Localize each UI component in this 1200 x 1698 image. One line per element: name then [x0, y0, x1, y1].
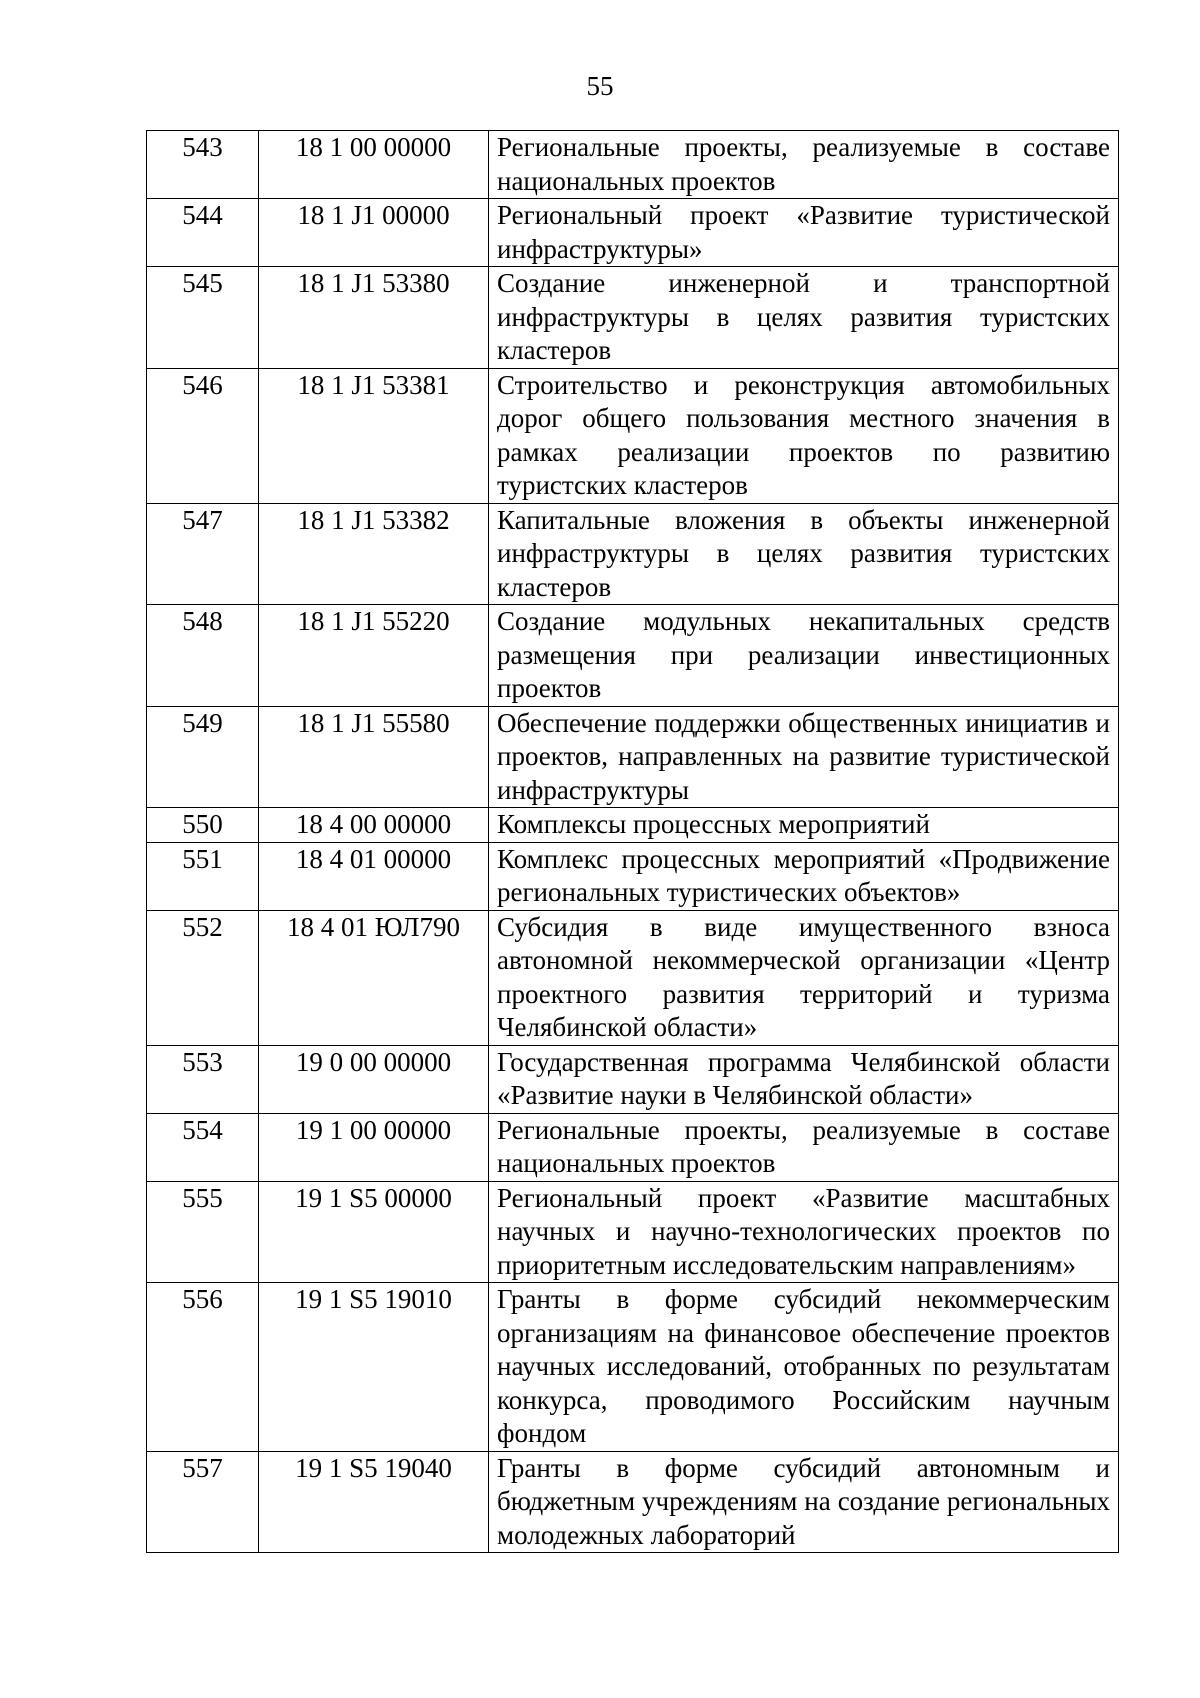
article-name: Субсидия в виде имущественного взноса автономной некоммерческой организации «Центр проектного развития территорий и туризма Челябинской области»	[489, 910, 1119, 1045]
row-number: 557	[147, 1451, 259, 1553]
table-row	[147, 706, 1119, 808]
table-row	[147, 267, 1119, 369]
target-article-code: 18 1 J1 55220	[259, 605, 489, 707]
article-name: Региональные проекты, реализуемые в составе национальных проектов	[489, 131, 1119, 199]
target-article-code: 18 4 01 ЮЛ790	[259, 910, 489, 1045]
table-row	[147, 131, 1119, 199]
table-row	[147, 1113, 1119, 1181]
row-number: 548	[147, 605, 259, 707]
article-name: Комплекс процессных мероприятий «Продвижение региональных туристических объектов»	[489, 842, 1119, 910]
row-number: 547	[147, 503, 259, 605]
table-row	[147, 1045, 1119, 1113]
page-number: 55	[586, 71, 614, 101]
article-name: Гранты в форме субсидий некоммерческим организациям на финансовое обеспечение проектов научных исследований, отобранных по результатам конкурса, проводимого Российским научным фондом	[489, 1283, 1119, 1452]
target-article-code: 18 1 00 00000	[259, 131, 489, 199]
row-number: 544	[147, 199, 259, 267]
article-name: Государственная программа Челябинской области «Развитие науки в Челябинской области»	[489, 1045, 1119, 1113]
row-number: 555	[147, 1181, 259, 1283]
row-number: 556	[147, 1283, 259, 1452]
table-row	[147, 842, 1119, 910]
row-number: 554	[147, 1113, 259, 1181]
table-row	[147, 503, 1119, 605]
target-article-code: 18 1 J1 53382	[259, 503, 489, 605]
article-name: Региональный проект «Развитие туристической инфраструктуры»	[489, 199, 1119, 267]
target-article-code: 18 1 J1 55580	[259, 706, 489, 808]
row-number: 552	[147, 910, 259, 1045]
target-article-code: 18 1 J1 53380	[259, 267, 489, 369]
article-name: Региональные проекты, реализуемые в составе национальных проектов	[489, 1113, 1119, 1181]
article-name: Комплексы процессных мероприятий	[489, 808, 1119, 843]
article-name: Строительство и реконструкция автомобильных дорог общего пользования местного значения в рамках реализации проектов по развитию туристских кластеров	[489, 368, 1119, 503]
article-name: Региональный проект «Развитие масштабных научных и научно-технологических проектов по приоритетным исследовательским направлениям»	[489, 1181, 1119, 1283]
table-row	[147, 368, 1119, 503]
article-name: Капитальные вложения в объекты инженерной инфраструктуры в целях развития туристских кластеров	[489, 503, 1119, 605]
table-row	[147, 605, 1119, 707]
article-name: Гранты в форме субсидий автономным и бюджетным учреждениям на создание региональных молодежных лабораторий	[489, 1451, 1119, 1553]
row-number: 551	[147, 842, 259, 910]
table-row	[147, 808, 1119, 843]
table-row	[147, 1451, 1119, 1553]
target-article-code: 19 1 00 00000	[259, 1113, 489, 1181]
row-number: 545	[147, 267, 259, 369]
row-number: 553	[147, 1045, 259, 1113]
table-row	[147, 910, 1119, 1045]
article-name: Создание инженерной и транспортной инфраструктуры в целях развития туристских кластеров	[489, 267, 1119, 369]
table-row	[147, 1181, 1119, 1283]
row-number: 550	[147, 808, 259, 843]
target-article-code: 18 1 J1 00000	[259, 199, 489, 267]
target-article-code: 18 4 00 00000	[259, 808, 489, 843]
target-article-code: 19 1 S5 19010	[259, 1283, 489, 1452]
target-article-code: 18 1 J1 53381	[259, 368, 489, 503]
target-article-code: 19 0 00 00000	[259, 1045, 489, 1113]
article-name: Обеспечение поддержки общественных инициатив и проектов, направленных на развитие туристической инфраструктуры	[489, 706, 1119, 808]
target-article-code: 19 1 S5 19040	[259, 1451, 489, 1553]
article-name: Создание модульных некапитальных средств размещения при реализации инвестиционных проектов	[489, 605, 1119, 707]
target-article-code: 18 4 01 00000	[259, 842, 489, 910]
row-number: 546	[147, 368, 259, 503]
row-number: 549	[147, 706, 259, 808]
table-row	[147, 199, 1119, 267]
budget-codes-table	[146, 130, 1119, 1553]
row-number: 543	[147, 131, 259, 199]
table-body	[147, 131, 1119, 1553]
table-row	[147, 1283, 1119, 1452]
target-article-code: 19 1 S5 00000	[259, 1181, 489, 1283]
